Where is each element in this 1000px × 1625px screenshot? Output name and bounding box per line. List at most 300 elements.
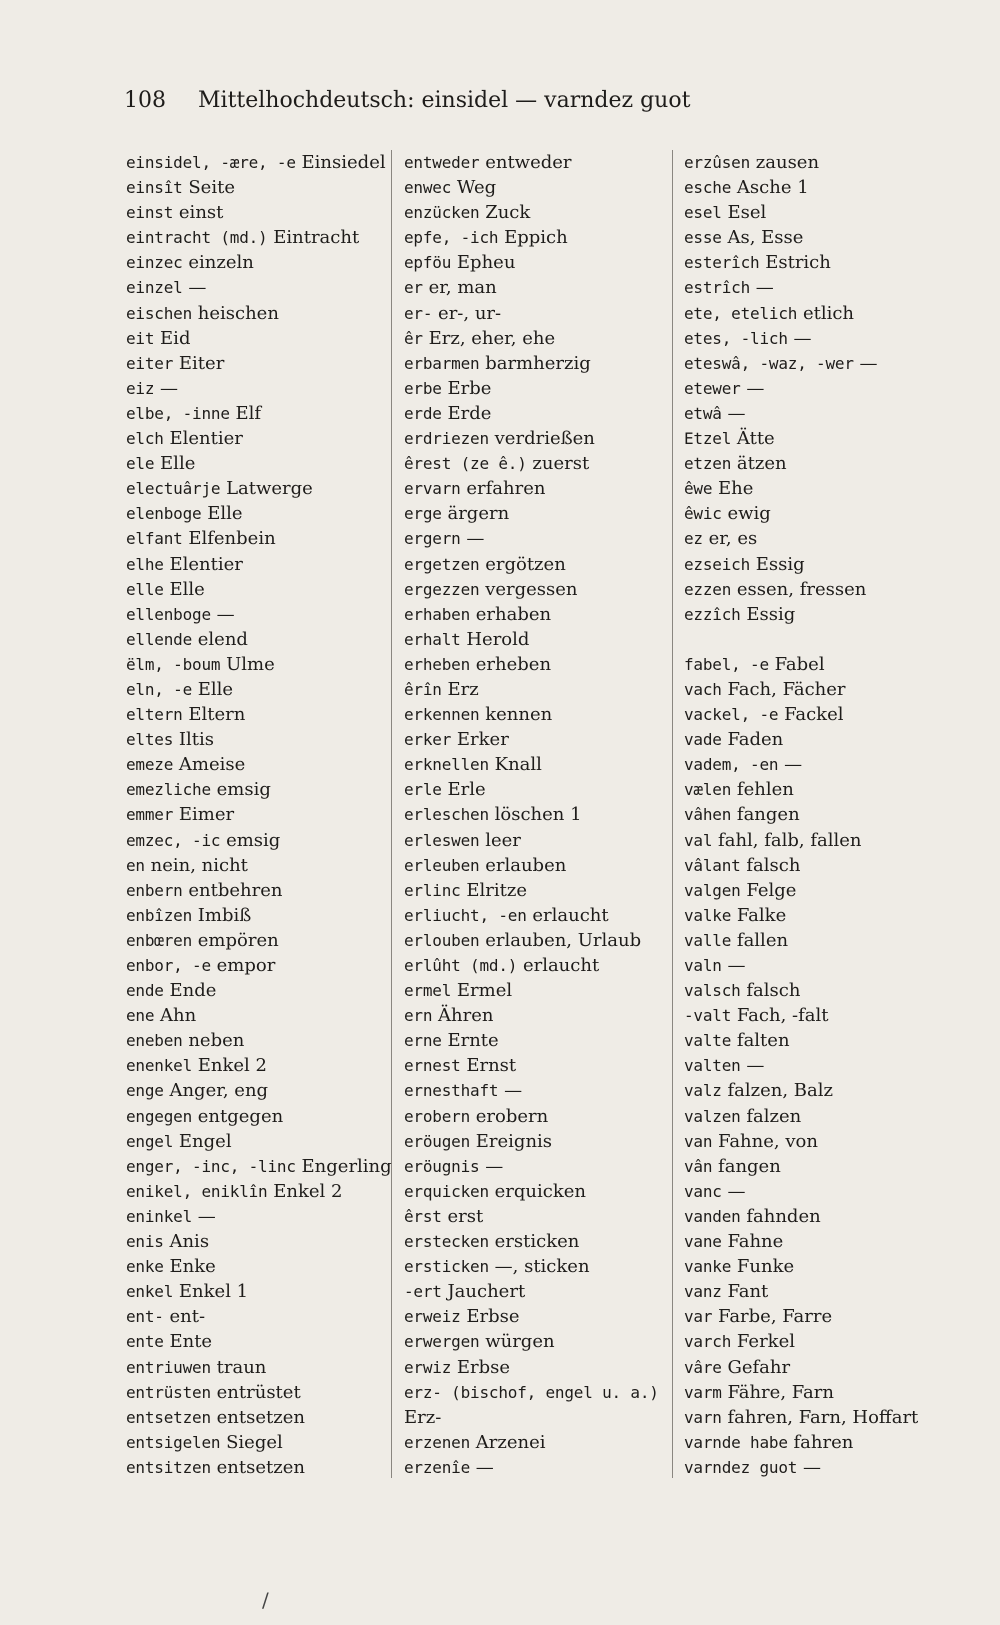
gloss: fahl, falb, fallen <box>718 829 862 851</box>
headword: epfe, -ich <box>404 228 499 248</box>
headword: êwe <box>684 479 713 499</box>
dictionary-entry <box>684 1254 954 1279</box>
dictionary-entry <box>684 1405 954 1430</box>
headword: êrst <box>404 1206 442 1226</box>
dictionary-entry <box>126 1204 388 1229</box>
headword: ente <box>126 1332 164 1352</box>
headword: eischen <box>126 303 193 323</box>
dictionary-entry <box>126 652 388 677</box>
gloss: fehlen <box>736 779 794 801</box>
headword: esche <box>684 178 732 198</box>
gloss: erlaucht <box>532 904 609 926</box>
gloss: Ernst <box>466 1055 517 1077</box>
headword: van <box>684 1131 713 1151</box>
headword: êrîn <box>404 679 442 699</box>
dictionary-entry <box>404 250 668 275</box>
dictionary-entry <box>404 903 668 928</box>
gloss: Eid <box>160 327 191 349</box>
headword: eninkel <box>126 1206 193 1226</box>
gloss: Eppich <box>504 227 568 249</box>
gloss: — <box>485 1155 504 1177</box>
headword: erde <box>404 403 442 423</box>
gloss: Elle <box>169 578 205 600</box>
dictionary-entry <box>404 1304 668 1329</box>
dictionary-entry <box>126 1179 388 1204</box>
gloss: — <box>793 327 812 349</box>
dictionary-entry <box>684 1053 954 1078</box>
dictionary-entry <box>126 552 388 577</box>
headword: ervarn <box>404 479 461 499</box>
gloss: zausen <box>755 152 820 173</box>
gloss: fahnden <box>746 1205 821 1227</box>
dictionary-entry <box>684 1355 954 1380</box>
dictionary-entry <box>404 526 668 551</box>
gloss: Enkel 1 <box>178 1281 249 1303</box>
dictionary-entry <box>404 225 668 250</box>
dictionary-entry <box>404 1455 668 1480</box>
headword: erheben <box>404 654 471 674</box>
headword: emzec, -ic <box>126 830 221 850</box>
headword: er- <box>404 303 433 323</box>
dictionary-entry <box>684 828 954 853</box>
gloss: Elle <box>160 453 196 475</box>
dictionary-entry <box>684 903 954 928</box>
gloss: — <box>727 955 746 976</box>
dictionary-entry <box>126 1455 388 1480</box>
headword: en <box>126 855 145 875</box>
gloss: Essig <box>746 603 796 625</box>
headword: ezzen <box>684 579 732 599</box>
gloss: erlauben, Urlaub <box>485 929 642 951</box>
gloss: ersticken <box>494 1231 580 1253</box>
gloss: er, es <box>708 528 758 550</box>
gloss: Engerling <box>301 1155 392 1177</box>
dictionary-entry <box>684 1455 954 1480</box>
gloss: Erde <box>447 402 492 424</box>
gloss: Jauchert <box>447 1281 526 1303</box>
dictionary-entry <box>126 903 388 928</box>
headword: eröugnis <box>404 1156 480 1176</box>
dictionary-entry <box>684 301 954 326</box>
headword: einst <box>126 203 174 223</box>
headword: valz <box>684 1081 722 1101</box>
gloss: Ehe <box>718 478 754 500</box>
gloss: löschen 1 <box>494 804 582 826</box>
gloss: Essig <box>755 553 805 575</box>
gloss: Ähren <box>438 1005 494 1027</box>
headword: vanden <box>684 1206 741 1226</box>
dictionary-entry <box>684 1304 954 1329</box>
headword: ern <box>404 1006 433 1026</box>
headword: Etzel <box>684 429 732 449</box>
dictionary-entry <box>684 275 954 300</box>
headword: etewer <box>684 378 741 398</box>
gloss: fahren, Farn, Hoffart <box>727 1406 919 1428</box>
dictionary-entry <box>404 727 668 752</box>
gloss: würgen <box>485 1331 555 1353</box>
headword: -ert <box>404 1282 442 1302</box>
dictionary-entry <box>404 1078 668 1103</box>
gloss: traun <box>216 1356 267 1378</box>
headword: ellende <box>126 629 193 649</box>
gloss: Erz- <box>404 1406 442 1428</box>
gloss: Elle <box>197 678 234 700</box>
gloss: Farbe, Farre <box>718 1306 833 1328</box>
gloss: — <box>475 1456 494 1478</box>
headword: ëlm, -boum <box>126 654 221 674</box>
headword: emezliche <box>126 780 211 800</box>
gloss: Zuck <box>485 202 531 224</box>
dictionary-entry <box>684 426 954 451</box>
headword: eiz <box>126 378 155 398</box>
headword: elenboge <box>126 504 202 524</box>
headword: ellenboge <box>126 604 211 624</box>
headword: enger, -inc, -linc <box>126 1156 296 1176</box>
dictionary-entry <box>684 552 954 577</box>
gloss: Epheu <box>456 252 516 274</box>
gloss: erobern <box>475 1105 549 1127</box>
headword: ernesthaft <box>404 1081 499 1101</box>
dictionary-entry <box>126 853 388 878</box>
dictionary-entry <box>126 928 388 953</box>
dictionary-entry <box>684 1279 954 1304</box>
headword: enwec <box>404 178 452 198</box>
gloss: Erbse <box>466 1306 520 1328</box>
headword: erbarmen <box>404 353 480 373</box>
dictionary-entry <box>684 777 954 802</box>
dictionary-entry <box>404 150 668 175</box>
dictionary-entry <box>684 652 954 677</box>
gloss: Fahne <box>727 1231 784 1253</box>
dictionary-entry <box>404 577 668 602</box>
gloss: Elentier <box>169 428 243 450</box>
dictionary-entry <box>684 351 954 376</box>
headword: erwiz <box>404 1357 452 1377</box>
gloss: Faden <box>727 729 784 751</box>
gloss: erheben <box>475 653 552 675</box>
headword: vane <box>684 1232 722 1252</box>
gloss: entbehren <box>188 879 283 901</box>
dictionary-entry <box>126 401 388 426</box>
dictionary-entry <box>684 476 954 501</box>
gloss: elend <box>197 628 248 650</box>
gloss: Arzenei <box>475 1431 546 1453</box>
dictionary-entry <box>684 1129 954 1154</box>
headword: valsch <box>684 981 741 1001</box>
gloss: Eintracht <box>273 227 360 249</box>
gloss: Felge <box>746 879 797 901</box>
gloss: Fach, Fächer <box>727 678 846 700</box>
dictionary-entry <box>126 1129 388 1154</box>
gloss: Knall <box>494 754 542 776</box>
headword: -valt <box>684 1006 732 1026</box>
column-divider <box>672 150 673 1478</box>
dictionary-entry <box>404 175 668 200</box>
dictionary-entry <box>126 1078 388 1103</box>
dictionary-entry <box>126 1254 388 1279</box>
gloss: emsig <box>226 829 281 851</box>
dictionary-entry <box>684 401 954 426</box>
dictionary-entry <box>404 828 668 853</box>
headword: enbîzen <box>126 905 193 925</box>
headword: valzen <box>684 1106 741 1126</box>
headword: enenkel <box>126 1056 193 1076</box>
dictionary-entry <box>684 200 954 225</box>
gloss: entsetzen <box>216 1406 305 1428</box>
dictionary-entry <box>404 426 668 451</box>
gloss: ätzen <box>736 453 787 475</box>
dictionary-entry <box>126 1104 388 1129</box>
dictionary-entry <box>404 275 668 300</box>
dictionary-entry <box>684 602 954 627</box>
gloss: Eltern <box>188 704 246 726</box>
headword: êrest (ze ê.) <box>404 454 527 474</box>
gloss: — <box>727 402 746 424</box>
gloss: — <box>466 528 485 550</box>
headword: vanz <box>684 1282 722 1302</box>
gloss: Erbse <box>456 1356 511 1378</box>
gloss: Gefahr <box>727 1356 791 1378</box>
gloss: Siegel <box>226 1431 283 1453</box>
gloss: etlich <box>802 302 855 324</box>
dictionary-entry <box>684 501 954 526</box>
headword: erknellen <box>404 755 489 775</box>
headword: eit <box>126 328 155 348</box>
gloss: — <box>504 1080 523 1102</box>
headword: ersticken <box>404 1257 489 1277</box>
gloss: — <box>216 603 235 625</box>
gloss: Asche 1 <box>736 177 809 199</box>
gloss: Anger, eng <box>169 1080 269 1102</box>
headword: enis <box>126 1232 164 1252</box>
headword: varch <box>684 1332 732 1352</box>
dictionary-entry <box>404 1053 668 1078</box>
headword: entsetzen <box>126 1407 211 1427</box>
dictionary-entry <box>126 1380 388 1405</box>
headword: erweiz <box>404 1307 461 1327</box>
gloss: falsch <box>746 980 801 1002</box>
headword: valte <box>684 1031 732 1051</box>
dictionary-entry <box>126 275 388 300</box>
dictionary-entry <box>404 476 668 501</box>
dictionary-entry <box>404 802 668 827</box>
headword: emmer <box>126 805 174 825</box>
headword: estrîch <box>684 278 751 298</box>
running-title: Mittelhochdeutsch: einsidel — varndez guot <box>198 88 691 113</box>
headword: ete, etelich <box>684 303 798 323</box>
dictionary-entry <box>126 526 388 551</box>
gloss: Fabel <box>774 653 825 675</box>
dictionary-entry <box>684 853 954 878</box>
gloss: Fähre, Farn <box>727 1381 834 1403</box>
entry-column-3 <box>684 150 954 1480</box>
gloss: erlaucht <box>522 955 600 976</box>
gloss: — <box>746 1055 765 1077</box>
gloss: Enkel 2 <box>273 1180 343 1202</box>
headword: erz- (bischof, engel u. a.) <box>404 1382 659 1402</box>
headword: erker <box>404 730 452 750</box>
gloss: Weg <box>456 177 497 199</box>
headword: erlûht (md.) <box>404 956 518 975</box>
dictionary-entry <box>126 1355 388 1380</box>
entry-column-1 <box>126 150 392 1480</box>
headword: erbe <box>404 378 442 398</box>
dictionary-entry <box>404 978 668 1003</box>
gloss: — <box>746 377 765 399</box>
headword: erhaben <box>404 604 471 624</box>
gloss: Erker <box>456 729 509 751</box>
headword: elhe <box>126 554 164 574</box>
dictionary-entry <box>684 250 954 275</box>
headword: etwâ <box>684 403 722 423</box>
gloss: heischen <box>197 302 279 324</box>
headword: êwic <box>684 504 722 524</box>
headword: erliucht, -en <box>404 905 527 925</box>
headword: erstecken <box>404 1232 489 1252</box>
gloss: ent- <box>169 1306 206 1328</box>
gloss: — <box>755 277 774 299</box>
headword: eltes <box>126 730 174 750</box>
gloss: Engel <box>178 1130 232 1152</box>
gloss: ärgern <box>447 503 510 525</box>
dictionary-entry <box>684 677 954 702</box>
dictionary-entry <box>126 1003 388 1028</box>
gloss: entgegen <box>197 1105 284 1127</box>
gloss: Funke <box>736 1256 795 1278</box>
headword: erne <box>404 1031 442 1051</box>
gloss: Fach, -falt <box>736 1005 829 1027</box>
gloss: entweder <box>485 152 572 173</box>
dictionary-entry <box>126 802 388 827</box>
headword: ernest <box>404 1056 461 1076</box>
gloss: erfahren <box>466 478 546 500</box>
dictionary-entry <box>126 577 388 602</box>
dictionary-entry <box>126 1405 388 1430</box>
dictionary-entry <box>404 351 668 376</box>
gloss: fangen <box>736 804 800 826</box>
dictionary-entry <box>126 1028 388 1053</box>
gloss: Enkel 2 <box>197 1055 267 1077</box>
gloss: Latwerge <box>226 478 313 500</box>
headword: erlinc <box>404 880 461 900</box>
dictionary-entry <box>684 978 954 1003</box>
headword: elfant <box>126 529 183 549</box>
headword: erzenen <box>404 1432 471 1452</box>
headword: enbœren <box>126 930 193 950</box>
dictionary-entry <box>126 602 388 627</box>
gloss: Erz, eher, ehe <box>428 327 556 349</box>
headword: varn <box>684 1407 722 1427</box>
dictionary-entry <box>404 301 668 326</box>
headword: entsigelen <box>126 1432 221 1452</box>
dictionary-entry <box>404 627 668 652</box>
gloss: empören <box>197 929 279 951</box>
headword: ez <box>684 529 703 549</box>
headword: êr <box>404 328 423 348</box>
dictionary-entry <box>404 652 668 677</box>
headword: erdriezen <box>404 429 489 449</box>
headword: ent- <box>126 1307 164 1327</box>
headword: vâre <box>684 1357 722 1377</box>
dictionary-entry <box>684 1229 954 1254</box>
entry-column-2 <box>404 150 668 1480</box>
gloss: Ameise <box>178 754 246 776</box>
dictionary-entry <box>404 1204 668 1229</box>
headword: vanke <box>684 1257 732 1277</box>
headword: varnde habe <box>684 1432 788 1452</box>
headword: enbern <box>126 880 183 900</box>
gloss: entsetzen <box>216 1456 305 1478</box>
gloss: Ente <box>169 1331 213 1353</box>
headword: entriuwen <box>126 1357 211 1377</box>
gloss: verdrießen <box>494 428 595 450</box>
gloss: erst <box>447 1205 484 1227</box>
gloss: Esel <box>727 202 767 224</box>
headword: entrüsten <box>126 1382 211 1402</box>
dictionary-entry <box>126 426 388 451</box>
headword: eneben <box>126 1031 183 1051</box>
headword: fabel, -e <box>684 654 769 674</box>
headword: electuârje <box>126 479 221 499</box>
headword: esel <box>684 203 722 223</box>
gloss: er-, ur- <box>438 302 502 324</box>
dictionary-entry <box>684 752 954 777</box>
gloss: erquicken <box>494 1180 587 1202</box>
gloss: falzen <box>746 1105 802 1127</box>
dictionary-entry <box>126 376 388 401</box>
gloss: Einsiedel <box>301 152 386 173</box>
gloss: einst <box>178 202 224 224</box>
gloss: Anis <box>169 1231 210 1253</box>
gloss: Elf <box>235 402 262 424</box>
dictionary-entry <box>684 1204 954 1229</box>
gloss: Erle <box>447 779 486 801</box>
gloss: vergessen <box>485 578 578 600</box>
dictionary-entry <box>126 677 388 702</box>
gloss: falzen, Balz <box>727 1080 833 1102</box>
dictionary-entry <box>404 752 668 777</box>
headword: enzücken <box>404 203 480 223</box>
headword: vach <box>684 679 722 699</box>
gloss: Ferkel <box>736 1331 795 1353</box>
headword: elch <box>126 429 164 449</box>
gloss: Ahn <box>160 1005 197 1027</box>
gloss: essen, fressen <box>736 578 867 600</box>
headword: erquicken <box>404 1181 489 1201</box>
dictionary-entry <box>126 1430 388 1455</box>
headword: valgen <box>684 880 741 900</box>
gloss: Ätte <box>736 428 775 450</box>
dictionary-entry <box>404 928 668 953</box>
gloss: Seite <box>188 177 235 199</box>
gloss: emsig <box>216 779 271 801</box>
dictionary-entry <box>684 1380 954 1405</box>
gloss: Herold <box>466 628 530 650</box>
dictionary-entry <box>404 1104 668 1129</box>
gloss: kennen <box>485 704 553 726</box>
dictionary-entry <box>126 878 388 903</box>
dictionary-entry <box>684 577 954 602</box>
headword: ezseich <box>684 554 751 574</box>
gloss: falten <box>736 1030 790 1052</box>
headword: enge <box>126 1081 164 1101</box>
dictionary-entry <box>404 1003 668 1028</box>
headword: eteswâ, -waz, -wer <box>684 353 854 373</box>
gloss: Enke <box>169 1256 216 1278</box>
gloss: — <box>197 1205 216 1227</box>
headword: erhalt <box>404 629 461 649</box>
dictionary-entry <box>126 351 388 376</box>
